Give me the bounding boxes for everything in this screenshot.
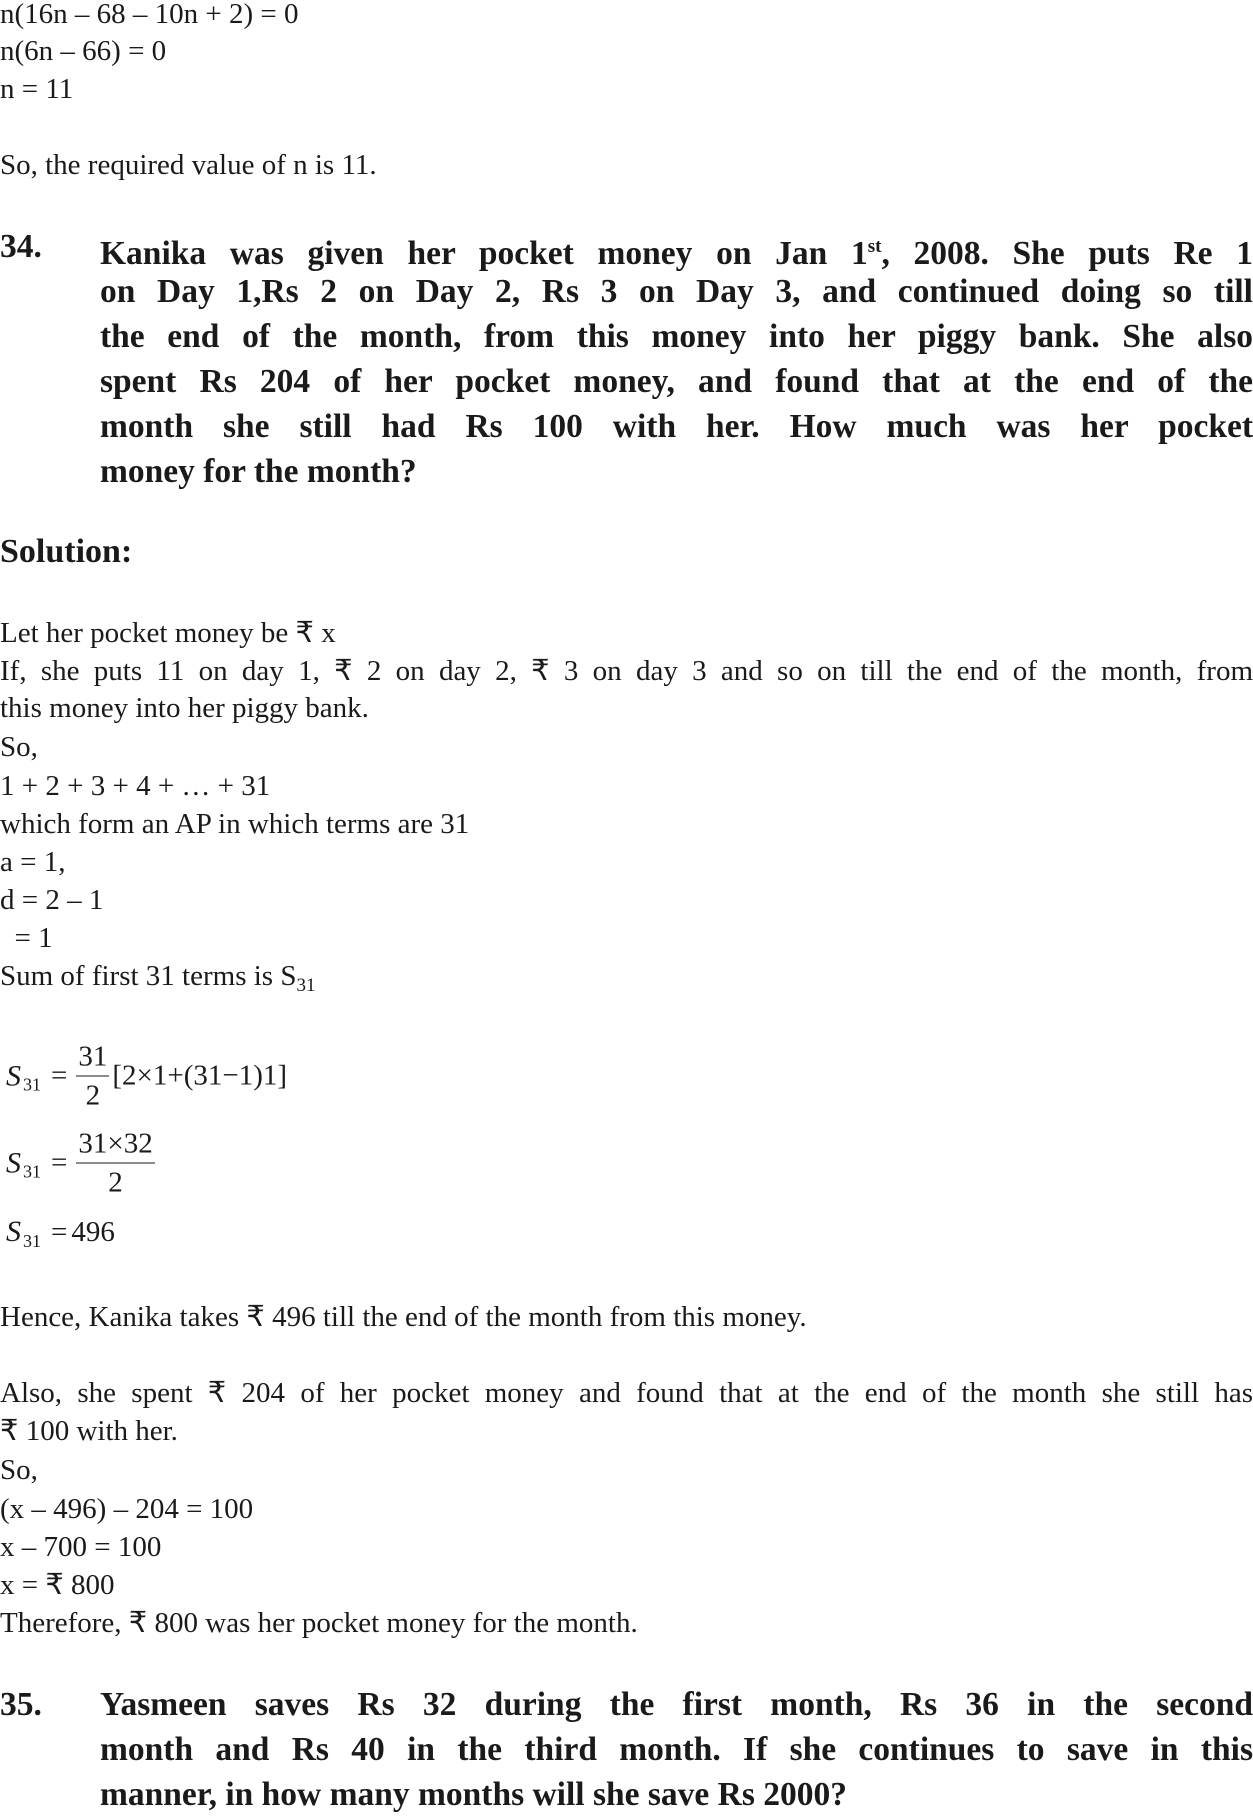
question-text: [100, 224, 1253, 494]
solution-line: = 1: [0, 922, 53, 954]
symbol: S: [6, 1146, 21, 1179]
equation-line: n(6n – 66) = 0: [0, 35, 167, 67]
question-line: manner, in how many months will she save Rs 2000?: [100, 1776, 848, 1813]
denominator: 2: [108, 1166, 123, 1199]
question-number: 34.: [0, 228, 42, 265]
solution-line: Let her pocket money be ₹ x: [0, 617, 336, 649]
subscript: 31: [23, 1074, 41, 1095]
question-line: spent Rs 204 of her pocket money, and found that at the end of the: [100, 363, 1253, 400]
solution-line: If, she puts 11 on day 1, ₹ 2 on day 2, ₹ 3 on day 3 and so on till the end of the month, from: [0, 655, 1253, 687]
solution-line: So,: [0, 1454, 38, 1486]
question-number: 35.: [0, 1686, 42, 1723]
solution-line: [0, 957, 315, 999]
question-line: on Day 1,Rs 2 on Day 2, Rs 3 on Day 3, and continued doing so till: [100, 273, 1253, 310]
denominator: 2: [85, 1079, 101, 1112]
result: 496: [71, 1215, 115, 1248]
solution-line: Therefore, ₹ 800 was her pocket money for the month.: [0, 1607, 638, 1639]
solution-line: x – 700 = 100: [0, 1531, 162, 1563]
text: Kanika was given her pocket money on Jan 1: [100, 235, 868, 273]
numerator: 31×32: [76, 1125, 154, 1164]
numerator: 31: [76, 1038, 109, 1077]
solution-line: which form an AP in which terms are 31: [0, 808, 470, 840]
solution-heading: Solution:: [0, 533, 133, 570]
question-line: month and Rs 40 in the third month. If she continues to save in this: [100, 1731, 1253, 1768]
equation-result: [6, 1215, 115, 1249]
fraction: [76, 1038, 109, 1115]
symbol: S: [6, 1215, 21, 1248]
question-line: Yasmeen saves Rs 32 during the first month, Rs 36 in the second: [100, 1686, 1253, 1723]
subscript: 31: [23, 1161, 41, 1182]
subscript: 31: [296, 975, 316, 996]
question-text: [100, 1682, 1253, 1817]
question-line: [100, 224, 1253, 273]
solution-line: a = 1,: [0, 846, 66, 878]
text: , 2008. She puts Re 1: [881, 235, 1253, 273]
solution-line: (x – 496) – 204 = 100: [0, 1493, 254, 1525]
equation-product: [6, 1125, 158, 1202]
solution-line: this money into her piggy bank.: [0, 692, 369, 724]
conclusion: So, the required value of n is 11.: [0, 149, 377, 181]
question-line: money for the month?: [100, 453, 417, 490]
equation-sum-formula: [6, 1038, 287, 1115]
symbol: S: [6, 1059, 21, 1092]
solution-line: ₹ 100 with her.: [0, 1415, 178, 1447]
equation-line: n(16n – 68 – 10n + 2) = 0: [0, 0, 299, 30]
bracket-expression: [2×1+(31−1)1]: [112, 1059, 288, 1092]
solution-line: 1 + 2 + 3 + 4 + … + 31: [0, 770, 271, 802]
superscript: st: [867, 236, 882, 257]
solution-line: d = 2 – 1: [0, 884, 104, 916]
solution-line: So,: [0, 731, 38, 763]
question-line: month she still had Rs 100 with her. How much was her pocket: [100, 408, 1253, 445]
text: Sum of first 31 terms is S: [0, 960, 297, 992]
solution-line: Also, she spent ₹ 204 of her pocket money and found that at the end of the month she still has: [0, 1377, 1253, 1409]
solution-line: x = ₹ 800: [0, 1569, 115, 1601]
equals: =: [51, 1059, 68, 1092]
subscript: 31: [23, 1230, 41, 1251]
equals: =: [51, 1146, 68, 1179]
equation-line: n = 11: [0, 73, 74, 105]
fraction: [76, 1125, 154, 1202]
question-line: the end of the month, from this money into her piggy bank. She also: [100, 318, 1253, 355]
equals: =: [51, 1215, 68, 1248]
solution-line: Hence, Kanika takes ₹ 496 till the end of the month from this money.: [0, 1301, 807, 1333]
